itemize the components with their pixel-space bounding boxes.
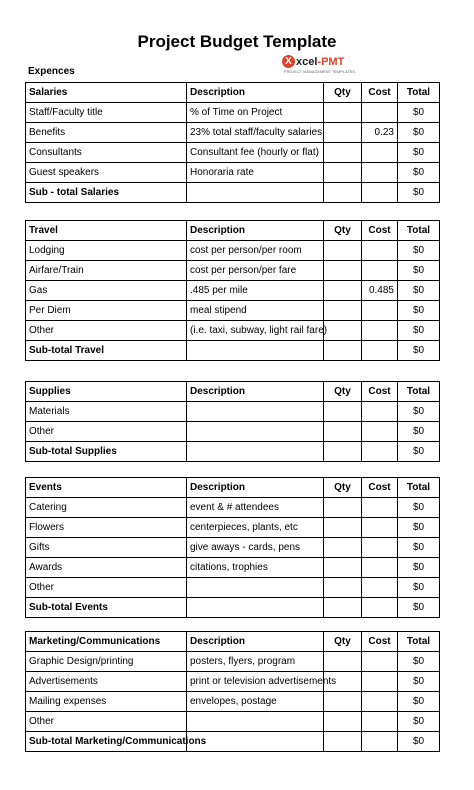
logo-subtitle: PROJECT MANAGEMENT TEMPLATES [284, 70, 356, 74]
description-cell[interactable]: event & # attendees [187, 498, 324, 518]
table-row [26, 422, 440, 442]
column-header-qty: Qty [324, 83, 362, 103]
total-cell[interactable]: $0 [398, 692, 440, 712]
item-cell[interactable]: Advertisements [26, 672, 187, 692]
subtotal-value[interactable]: $0 [398, 341, 440, 361]
logo-accent-text: -PMT [317, 56, 345, 68]
qty-cell[interactable] [324, 518, 362, 538]
table-header-row [26, 632, 440, 652]
column-header-description: Description [187, 382, 324, 402]
description-cell[interactable] [187, 598, 324, 618]
qty-cell[interactable] [324, 123, 362, 143]
column-header-qty: Qty [324, 632, 362, 652]
description-cell[interactable]: meal stipend [187, 301, 324, 321]
item-cell[interactable]: Gifts [26, 538, 187, 558]
subtotal-row [26, 341, 440, 361]
column-header-qty: Qty [324, 221, 362, 241]
column-header-description: Description [187, 83, 324, 103]
item-cell[interactable]: Awards [26, 558, 187, 578]
column-header-description: Description [187, 221, 324, 241]
section-name: Salaries [26, 83, 187, 103]
cost-cell[interactable] [362, 652, 398, 672]
qty-cell[interactable] [324, 442, 362, 462]
qty-cell[interactable] [324, 402, 362, 422]
cost-cell[interactable] [362, 143, 398, 163]
subtotal-value[interactable]: $0 [398, 442, 440, 462]
description-cell[interactable] [187, 442, 324, 462]
table-row [26, 672, 440, 692]
description-cell[interactable] [187, 578, 324, 598]
qty-cell[interactable] [324, 183, 362, 203]
subtotal-row [26, 442, 440, 462]
qty-cell[interactable] [324, 241, 362, 261]
total-cell[interactable]: $0 [398, 518, 440, 538]
qty-cell[interactable] [324, 712, 362, 732]
column-header-total: Total [398, 632, 440, 652]
column-header-description: Description [187, 632, 324, 652]
item-cell[interactable]: Guest speakers [26, 163, 187, 183]
description-cell[interactable] [187, 183, 324, 203]
column-header-total: Total [398, 478, 440, 498]
table-row [26, 281, 440, 301]
item-cell[interactable]: Other [26, 321, 187, 341]
total-cell[interactable]: $0 [398, 103, 440, 123]
total-cell[interactable]: $0 [398, 558, 440, 578]
total-cell[interactable]: $0 [398, 261, 440, 281]
item-cell[interactable]: Per Diem [26, 301, 187, 321]
description-cell[interactable] [187, 732, 324, 752]
logo-wordmark [282, 55, 344, 69]
table-header-row [26, 83, 440, 103]
section-name: Events [26, 478, 187, 498]
column-header-qty: Qty [324, 382, 362, 402]
description-cell[interactable]: centerpieces, plants, etc [187, 518, 324, 538]
total-cell[interactable]: $0 [398, 301, 440, 321]
total-cell[interactable]: $0 [398, 652, 440, 672]
cost-cell[interactable] [362, 712, 398, 732]
column-header-total: Total [398, 221, 440, 241]
item-cell[interactable]: Materials [26, 402, 187, 422]
description-cell[interactable]: envelopes, postage [187, 692, 324, 712]
description-cell[interactable]: cost per person/per fare [187, 261, 324, 281]
marketing-table [25, 631, 440, 752]
salaries-table [25, 82, 440, 203]
subtotal-label: Sub - total Salaries [26, 183, 187, 203]
qty-cell[interactable] [324, 558, 362, 578]
description-cell[interactable]: .485 per mile [187, 281, 324, 301]
item-cell[interactable]: Other [26, 578, 187, 598]
cost-cell[interactable] [362, 692, 398, 712]
cost-cell[interactable] [362, 598, 398, 618]
item-cell[interactable]: Lodging [26, 241, 187, 261]
table-row [26, 261, 440, 281]
qty-cell[interactable] [324, 163, 362, 183]
description-cell[interactable]: give aways - cards, pens [187, 538, 324, 558]
qty-cell[interactable] [324, 692, 362, 712]
total-cell[interactable]: $0 [398, 123, 440, 143]
column-header-cost: Cost [362, 83, 398, 103]
column-header-description: Description [187, 478, 324, 498]
logo-x-icon: X [282, 55, 295, 68]
table-row [26, 402, 440, 422]
table-header-row [26, 478, 440, 498]
table-header-row [26, 221, 440, 241]
section-name: Marketing/Communications [26, 632, 187, 652]
qty-cell[interactable] [324, 321, 362, 341]
item-cell[interactable]: Other [26, 422, 187, 442]
cost-cell[interactable] [362, 558, 398, 578]
item-cell[interactable]: Mailing expenses [26, 692, 187, 712]
qty-cell[interactable] [324, 598, 362, 618]
total-cell[interactable]: $0 [398, 498, 440, 518]
item-cell[interactable]: Airfare/Train [26, 261, 187, 281]
cost-cell[interactable] [362, 672, 398, 692]
section-name: Supplies [26, 382, 187, 402]
total-cell[interactable]: $0 [398, 538, 440, 558]
description-cell[interactable] [187, 422, 324, 442]
cost-cell[interactable] [362, 518, 398, 538]
table-row [26, 143, 440, 163]
qty-cell[interactable] [324, 143, 362, 163]
table-row [26, 301, 440, 321]
table-row [26, 103, 440, 123]
total-cell[interactable]: $0 [398, 712, 440, 732]
subtotal-label: Sub-total Travel [26, 341, 187, 361]
qty-cell[interactable] [324, 538, 362, 558]
subtotal-row [26, 183, 440, 203]
item-cell[interactable]: Gas [26, 281, 187, 301]
total-cell[interactable]: $0 [398, 163, 440, 183]
table-row [26, 241, 440, 261]
item-cell[interactable]: Graphic Design/printing [26, 652, 187, 672]
qty-cell[interactable] [324, 103, 362, 123]
cost-cell[interactable]: 0.23 [362, 123, 398, 143]
cost-cell[interactable] [362, 402, 398, 422]
item-cell[interactable]: Catering [26, 498, 187, 518]
table-row [26, 163, 440, 183]
qty-cell[interactable] [324, 301, 362, 321]
description-cell[interactable]: posters, flyers, program [187, 652, 324, 672]
column-header-qty: Qty [324, 478, 362, 498]
cost-cell[interactable] [362, 341, 398, 361]
column-header-total: Total [398, 83, 440, 103]
total-cell[interactable]: $0 [398, 402, 440, 422]
total-cell[interactable]: $0 [398, 321, 440, 341]
description-cell[interactable]: print or television advertisements [187, 672, 324, 692]
description-cell[interactable]: Honoraria rate [187, 163, 324, 183]
column-header-cost: Cost [362, 221, 398, 241]
description-cell[interactable]: citations, trophies [187, 558, 324, 578]
total-cell[interactable]: $0 [398, 281, 440, 301]
description-cell[interactable]: Consultant fee (hourly or flat) [187, 143, 324, 163]
column-header-cost: Cost [362, 632, 398, 652]
qty-cell[interactable] [324, 732, 362, 752]
subtotal-label: Sub-total Supplies [26, 442, 187, 462]
description-cell[interactable] [187, 712, 324, 732]
total-cell[interactable]: $0 [398, 143, 440, 163]
subtotal-label: Sub-total Events [26, 598, 187, 618]
cost-cell[interactable] [362, 163, 398, 183]
cost-cell[interactable] [362, 732, 398, 752]
qty-cell[interactable] [324, 422, 362, 442]
description-cell[interactable] [187, 402, 324, 422]
total-cell[interactable]: $0 [398, 241, 440, 261]
qty-cell[interactable] [324, 341, 362, 361]
table-row [26, 498, 440, 518]
table-row [26, 652, 440, 672]
table-row [26, 518, 440, 538]
table-row [26, 321, 440, 341]
logo-main-text: xcel [296, 56, 318, 68]
supplies-table [25, 381, 440, 462]
description-cell[interactable]: 23% total staff/faculty salaries [187, 123, 324, 143]
travel-table [25, 220, 440, 361]
table-row [26, 538, 440, 558]
table-row [26, 578, 440, 598]
column-header-cost: Cost [362, 478, 398, 498]
table-row [26, 558, 440, 578]
cost-cell[interactable] [362, 183, 398, 203]
subtotal-label: Sub-total Marketing/Communications [26, 732, 187, 752]
cost-cell[interactable] [362, 538, 398, 558]
cost-cell[interactable] [362, 261, 398, 281]
excel-pmt-logo [282, 55, 362, 77]
table-row [26, 712, 440, 732]
total-cell[interactable]: $0 [398, 422, 440, 442]
item-cell[interactable]: Consultants [26, 143, 187, 163]
description-cell[interactable]: cost per person/per room [187, 241, 324, 261]
qty-cell[interactable] [324, 498, 362, 518]
subtotal-value[interactable]: $0 [398, 183, 440, 203]
total-cell[interactable]: $0 [398, 672, 440, 692]
item-cell[interactable]: Other [26, 712, 187, 732]
item-cell[interactable]: Staff/Faculty title [26, 103, 187, 123]
cost-cell[interactable] [362, 103, 398, 123]
table-row [26, 123, 440, 143]
qty-cell[interactable] [324, 281, 362, 301]
item-cell[interactable]: Flowers [26, 518, 187, 538]
column-header-cost: Cost [362, 382, 398, 402]
description-cell[interactable]: (i.e. taxi, subway, light rail fare) [187, 321, 324, 341]
events-table [25, 477, 440, 618]
cost-cell[interactable] [362, 498, 398, 518]
qty-cell[interactable] [324, 652, 362, 672]
qty-cell[interactable] [324, 578, 362, 598]
section-name: Travel [26, 221, 187, 241]
subtotal-row [26, 732, 440, 752]
cost-cell[interactable] [362, 422, 398, 442]
cost-cell[interactable] [362, 241, 398, 261]
item-cell[interactable]: Benefits [26, 123, 187, 143]
subtotal-value[interactable]: $0 [398, 598, 440, 618]
description-cell[interactable]: % of Time on Project [187, 103, 324, 123]
cost-cell[interactable] [362, 321, 398, 341]
description-cell[interactable] [187, 341, 324, 361]
cost-cell[interactable] [362, 578, 398, 598]
cost-cell[interactable] [362, 442, 398, 462]
subtotal-row [26, 598, 440, 618]
column-header-total: Total [398, 382, 440, 402]
qty-cell[interactable] [324, 261, 362, 281]
page-title: Project Budget Template [137, 32, 337, 51]
table-row [26, 692, 440, 712]
total-cell[interactable]: $0 [398, 578, 440, 598]
subtotal-value[interactable]: $0 [398, 732, 440, 752]
cost-cell[interactable] [362, 301, 398, 321]
cost-cell[interactable]: 0.485 [362, 281, 398, 301]
expenses-label: Expences [28, 66, 75, 77]
table-header-row [26, 382, 440, 402]
